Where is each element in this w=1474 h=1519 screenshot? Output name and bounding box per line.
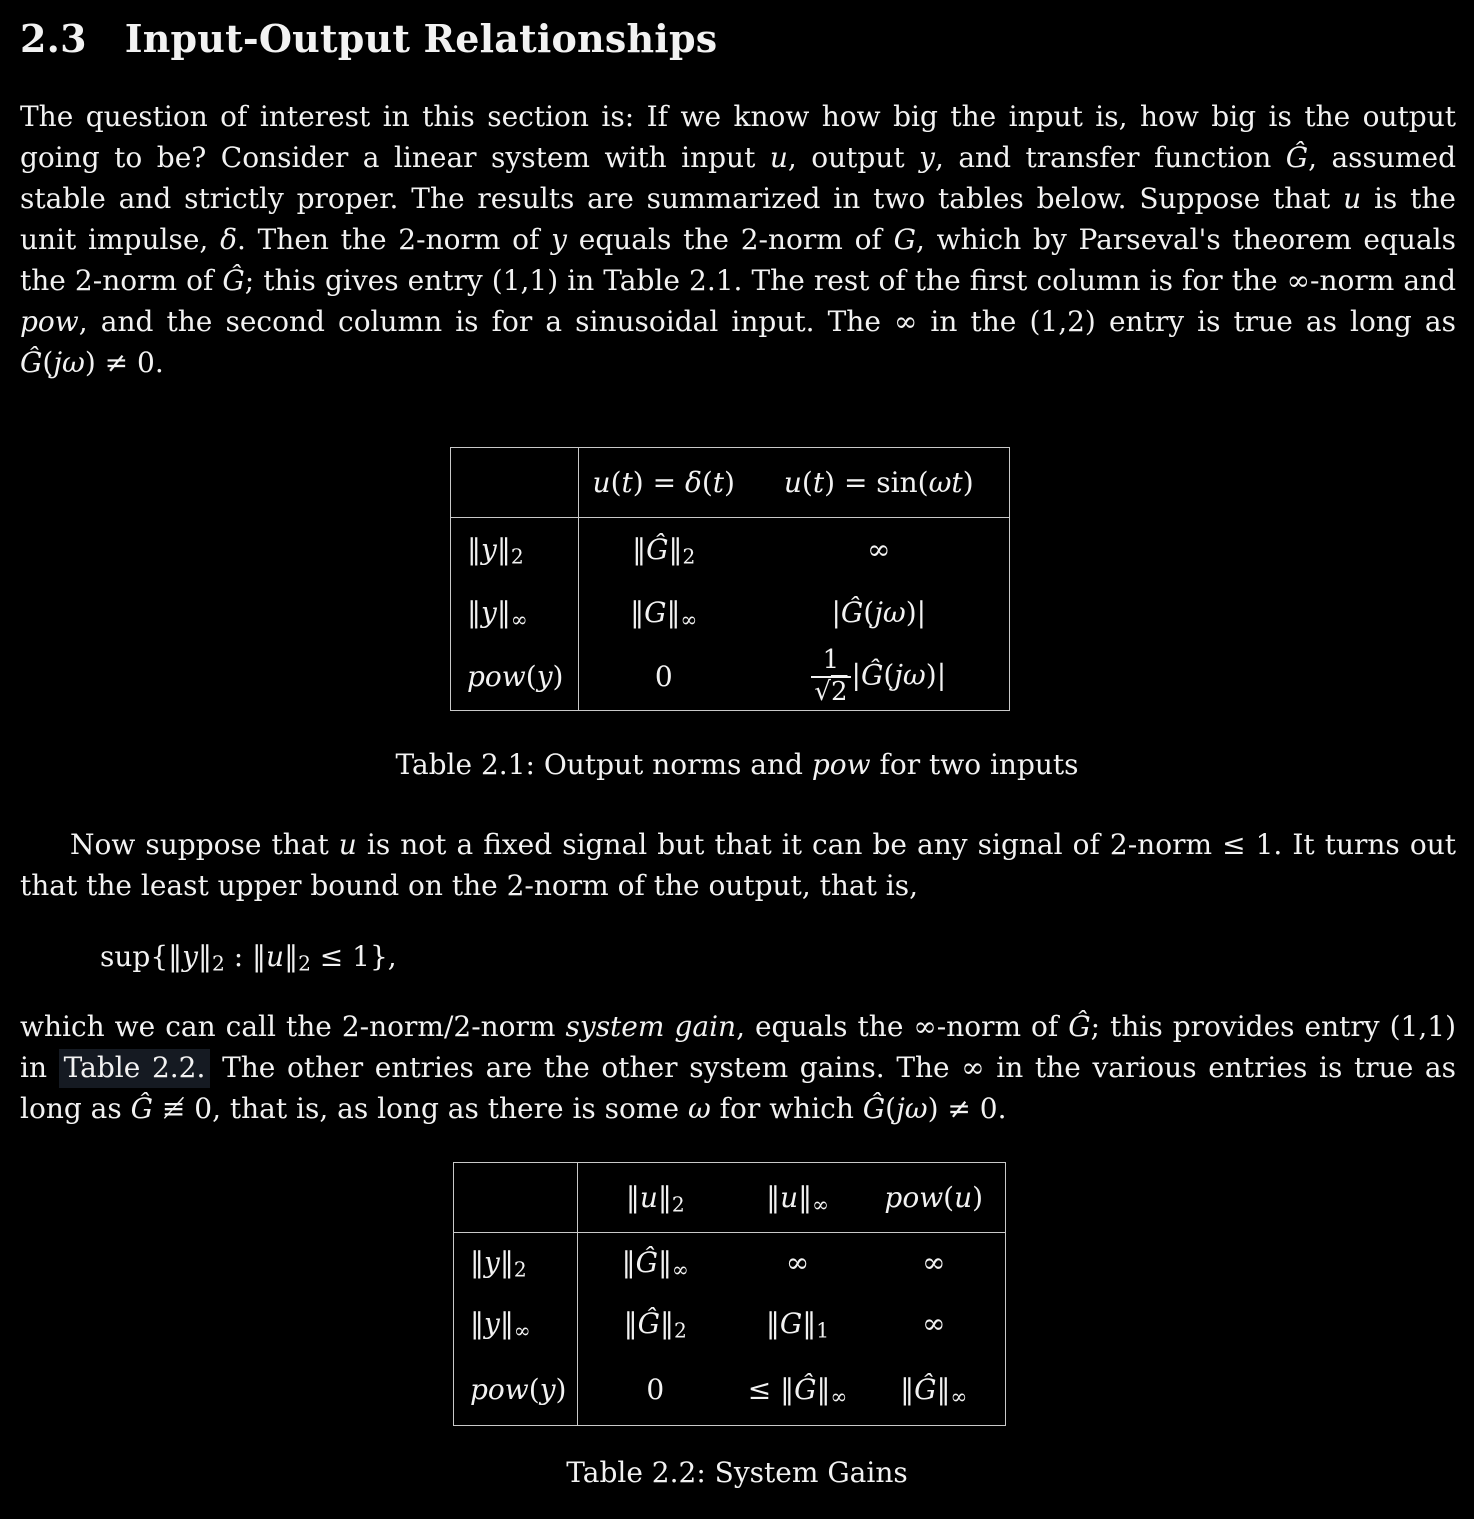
table-row [454,1293,1006,1355]
row-label-y-infnorm: $‖y‖_\infty$ [454,1293,578,1355]
table-cell: ∞ [922,1307,946,1340]
table-2-1 [450,447,1010,711]
table-2-2-header-row [454,1163,1006,1233]
table-2-1-header-row [451,448,1010,518]
table-2-2-caption: Table 2.2: System Gains [566,1456,908,1489]
table-row [451,644,1010,711]
table-2-2 [453,1162,1006,1426]
section-title: Input-Output Relationships [124,16,718,61]
table-cell: |Ĝ(jω)| [831,595,927,629]
table-cell: ≤ $‖Ĝ‖_\infty$ [747,1373,848,1409]
table-cell: $‖Ĝ‖_\infty$ [621,1246,689,1282]
paragraph-intro: The question of interest in this section is: If we know how big the input is, how big is the output going to be? Consider a linear system with input u, output y, and transfer function Ĝ, assumed stable and strictly proper. The results are summarized in two tables below. Suppose that u is the unit impulse, δ. Then the 2-norm of y equals the 2-norm of G, which by Parseval's theorem equals the 2-norm of Ĝ; this gives entry (1,1) in Table 2.1. The rest of the first column is for the ∞-norm and pow, and the second column is for a sinusoidal input. The ∞ in the (1,2) entry is true as long as Ĝ(jω) ≠ 0. [20,100,1456,379]
table-cell: ∞ [867,532,891,566]
table-2-1-col-header-sinusoid: u(t) = sin(ωt) [749,448,1010,518]
table-2-1-caption: Table 2.1: Output norms and pow for two inputs [395,748,1079,781]
table-cell: $\frac{1}{√2}$ |Ĝ(jω)| [749,644,1010,711]
table-cell: $‖G‖_\infty$ [630,595,698,631]
section-number: 2.3 [20,16,87,61]
paragraph-segment: which we can call the 2-norm/2-norm system gain, equals the ∞-norm of Ĝ; this provides entry (1,1) in [20,1010,1457,1084]
table-cell: ∞ [922,1246,946,1280]
table-row [454,1233,1006,1293]
paragraph-segment: The other entries are the other system gains. The ∞ in the various entries is true as long as Ĝ ≢ 0, that is, as long as there is some ω for which Ĝ(jω) ≠ 0. [20,1051,1456,1125]
table-cell: $‖G‖_1$ [765,1307,830,1343]
table-2-2-col-header-u-infnorm: $‖u‖_\infty$ [733,1163,863,1233]
row-label-y-2norm: $‖y‖_2$ [454,1233,578,1293]
table-2-1-corner-cell [451,448,579,518]
paragraph-now-suppose: Now suppose that u is not a fixed signal but that it can be any signal of 2-norm ≤ 1. It turns out that the least upper bound on the 2-norm of the output, that is, [20,828,1456,902]
table-cell: $‖Ĝ‖_2$ [623,1307,687,1343]
row-label-pow-y: pow(y) [451,644,579,711]
section-heading [20,16,717,61]
table-2-2-link[interactable]: Table 2.2. [59,1049,211,1088]
table-cell: 0 [646,1373,665,1407]
table-cell: ∞ [785,1246,810,1280]
table-cell: $‖Ĝ‖_2$ [632,532,696,569]
table-row [451,581,1010,644]
table-row [451,518,1010,581]
table-2-1-col-header-impulse: u(t) = δ(t) [579,448,749,518]
sup-formula: $sup\{‖y‖_2$ : $‖u‖_2 \le 1$}, [100,940,397,976]
row-label-y-infnorm: $‖y‖_\infty$ [451,581,579,644]
row-label-pow-y: pow(y) [454,1355,578,1426]
table-cell: $‖Ĝ‖_\infty$ [900,1373,968,1409]
table-row [454,1355,1006,1426]
table-2-2-col-header-u-2norm: $‖u‖_2$ [578,1163,733,1233]
table-2-2-corner-cell [454,1163,578,1233]
row-label-y-2norm: $‖y‖_2$ [451,518,579,581]
table-cell: 0 [654,660,673,694]
table-2-2-col-header-pow-u: pow(u) [863,1163,1006,1233]
paragraph-system-gain [20,1006,1456,1129]
